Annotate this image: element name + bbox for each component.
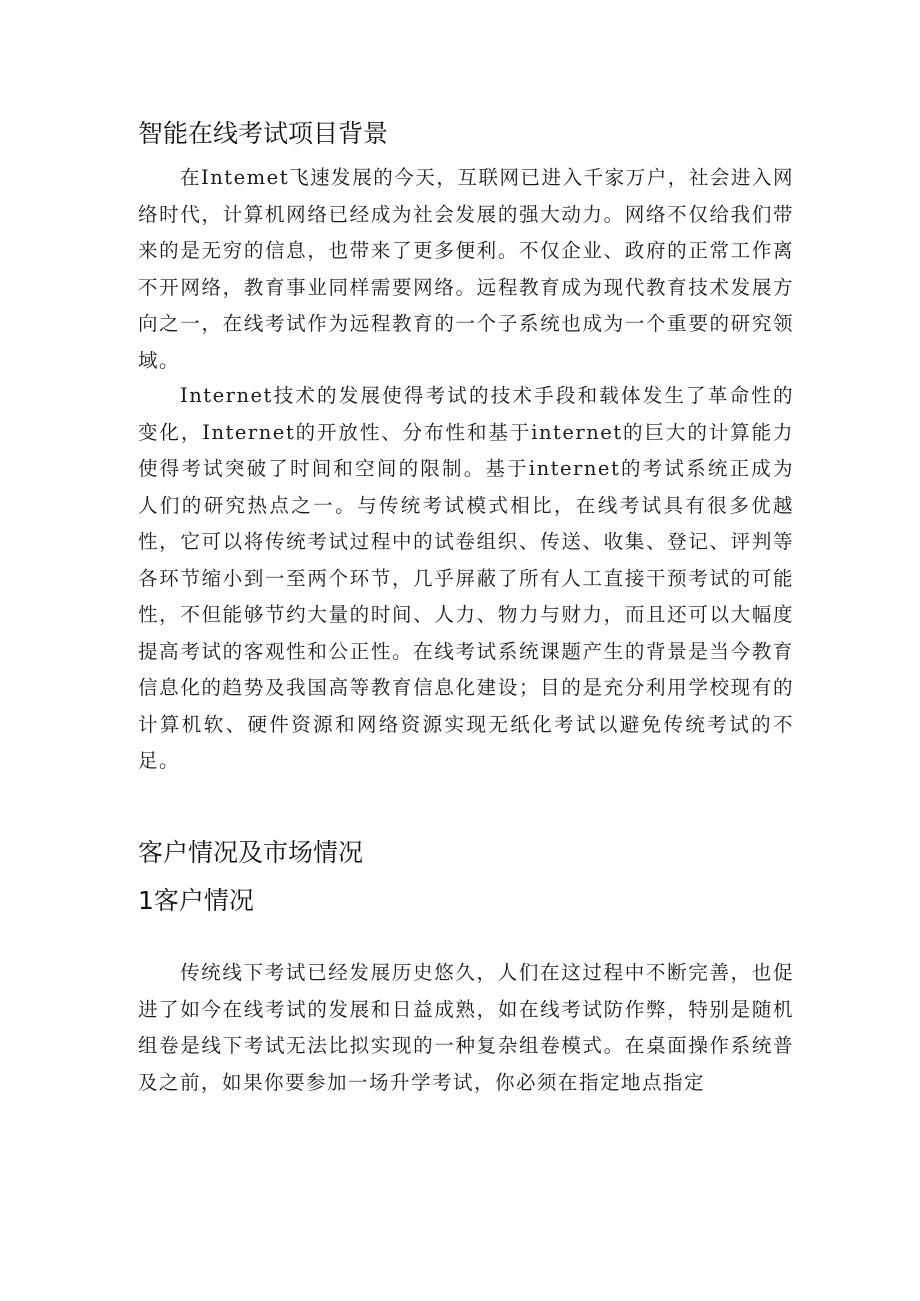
section-title-market: 客户情况及市场情况 [138,838,364,867]
subsection-title-customers: 1客户情况 [138,886,254,915]
section-title-project-background: 智能在线考试项目背景 [138,119,389,148]
paragraph-customers-1: 传统线下考试已经发展历史悠久，人们在这过程中不断完善，也促进了如今在线考试的发展和日益成熟，如在线考试防作弊，特别是随机组卷是线下考试无法比拟实现的一种复杂组卷模式。在桌面操作系统普及之前，如果你要参加一场升学考试，你必须在指定地点指定 [138,961,794,1094]
paragraph-background-2: Internet技术的发展使得考试的技术手段和载体发生了革命性的变化，Internet的开放性、分布性和基于internet的巨大的计算能力使得考试突破了时间和空间的限制。基于internet的考试系统正成为人们的研究热点之一。与传统考试模式相比，在线考试具有很多优越性，它可以将传统考试过程中的试卷组织、传送、收集、登记、评判等各环节缩小到一至两个环节，几乎屏蔽了所有人工直接干预考试的可能性，不但能够节约大量的时间、人力、物力与财力，而且还可以大幅度提高考试的客观性和公正性。在线考试系统课题产生的背景是当今教育信息化的趋势及我国高等教育信息化建设；目的是充分利用学校现有的计算机软、硬件资源和网络资源实现无纸化考试以避免传统考试的不足。 [138,384,794,772]
paragraph-background-1: 在Intemet飞速发展的今天，互联网已进入千家万户，社会进入网络时代，计算机网络已经成为社会发展的强大动力。网络不仅给我们带来的是无穷的信息，也带来了更多便利。不仅企业、政府的正常工作离不开网络，教育事业同样需要网络。远程教育成为现代教育技术发展方向之一，在线考试作为远程教育的一个子系统也成为一个重要的研究领域。 [138,166,794,372]
